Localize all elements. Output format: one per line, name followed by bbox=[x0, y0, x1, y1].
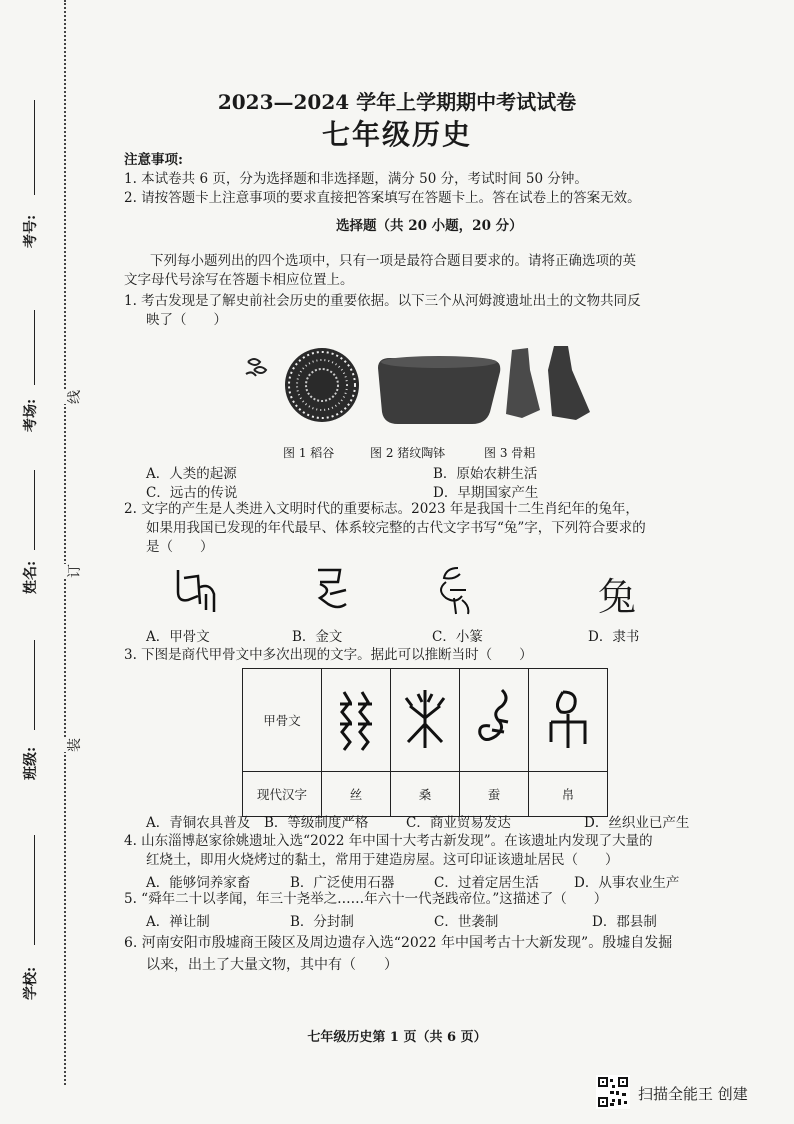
field-banji-label: 班级: bbox=[23, 746, 39, 780]
modern-char-bo: 帛 bbox=[529, 772, 608, 817]
bronze-rabbit-glyph bbox=[318, 570, 346, 607]
field-xingming-label: 姓名: bbox=[23, 560, 39, 594]
exam-subject: 七年级历史 bbox=[321, 118, 472, 151]
q3-option-d: D．丝织业已产生 bbox=[584, 815, 690, 831]
q1-option-b: B．原始农耕生活 bbox=[433, 466, 538, 482]
notice-item-1: 1. 本试卷共 6 页，分为选择题和非选择题，满分 50 分，考试时间 50 分钟。 bbox=[124, 171, 588, 187]
q4-stem-line2: 红烧土，即用火烧烤过的黏土，常用于建造房屋。这可印证该遗址居民（ ） bbox=[146, 852, 619, 868]
q2-stem-line2: 如果用我国已发现的年代最早、体系较完整的古代文字书写“兔”字，下列符合要求的 bbox=[146, 520, 646, 536]
section-title: 选择题（共 20 小题，20 分） bbox=[336, 218, 523, 234]
field-xuexiao-line bbox=[34, 835, 35, 945]
small-seal-rabbit-glyph bbox=[441, 568, 468, 614]
clerical-script-rabbit-glyph: 兔 bbox=[598, 575, 637, 619]
table-row bbox=[243, 669, 608, 772]
oracle-glyph-sang-image bbox=[400, 684, 450, 754]
q5-option-a: A．禅让制 bbox=[146, 914, 210, 930]
modern-char-can: 蚕 bbox=[460, 772, 529, 817]
binding-char-zhuang: 装 bbox=[64, 738, 84, 752]
q2-option-a: A．甲骨文 bbox=[146, 629, 210, 645]
q5-stem: 5. “舜年二十以孝闻，年三十尧举之……年六十一代尧践帝位。”这描述了（ ） bbox=[124, 891, 608, 907]
q2-option-c: C．小篆 bbox=[432, 629, 483, 645]
field-kaochang-label: 考场: bbox=[23, 398, 39, 432]
q6-stem-line2: 以来，出土了大量文物，其中有（ ） bbox=[146, 957, 398, 973]
table-row-header-modern: 现代汉字 bbox=[243, 772, 322, 817]
section-instruction-1: 下列每小题列出的四个选项中，只有一项是最符合题目要求的。请将正确选项的英 bbox=[150, 253, 636, 269]
q1-option-d: D．早期国家产生 bbox=[433, 485, 539, 501]
qr-code-icon bbox=[596, 1075, 630, 1109]
bone-spade-image bbox=[506, 346, 590, 420]
oracle-bone-rabbit-glyph bbox=[178, 570, 214, 612]
q3-option-b: B．等级制度严格 bbox=[264, 815, 369, 831]
q1-option-c: C．远古的传说 bbox=[146, 485, 238, 501]
field-kaohao-label: 考号: bbox=[23, 214, 39, 248]
field-kaochang-line bbox=[34, 310, 35, 385]
table-row-header-oracle: 甲骨文 bbox=[243, 669, 322, 772]
field-banji-line bbox=[34, 640, 35, 730]
binding-dotted-line bbox=[64, 0, 66, 1085]
q3-option-a: A．青铜农具普及 bbox=[146, 815, 251, 831]
q4-option-c: C．过着定居生活 bbox=[434, 875, 539, 891]
q1-caption-2: 图 2 猪纹陶钵 bbox=[370, 446, 446, 460]
pig-pattern-pottery-image bbox=[378, 356, 500, 424]
q6-stem-line1: 6. 河南安阳市殷墟商王陵区及周边遗存入选“2022 年中国考古十大新发现”。殷墟自发掘 bbox=[124, 935, 673, 951]
q3-stem: 3. 下图是商代甲骨文中多次出现的文字。据此可以推断当时（ ） bbox=[124, 647, 533, 663]
rice-grain-image bbox=[246, 348, 359, 422]
binding-char-ding: 订 bbox=[64, 564, 84, 578]
q5-option-c: C．世袭制 bbox=[434, 914, 499, 930]
q2-stem-line3: 是（ ） bbox=[146, 539, 214, 555]
oracle-glyph-bo-image bbox=[543, 684, 593, 754]
binding-char-xian: 线 bbox=[64, 390, 84, 404]
oracle-glyph-can-image bbox=[472, 684, 516, 754]
scanner-watermark: 扫描全能王 创建 bbox=[638, 1085, 748, 1103]
oracle-glyph-can bbox=[460, 669, 529, 772]
section-instruction-2: 文字母代号涂写在答题卡相应位置上。 bbox=[124, 272, 354, 288]
oracle-glyph-sang bbox=[391, 669, 460, 772]
q4-option-d: D．从事农业生产 bbox=[574, 875, 680, 891]
q3-option-c: C．商业贸易发达 bbox=[406, 815, 511, 831]
q2-rabbit-glyphs bbox=[170, 560, 470, 620]
modern-char-sang: 桑 bbox=[391, 772, 460, 817]
q1-option-a: A．人类的起源 bbox=[146, 466, 237, 482]
q1-stem-line2: 映了（ ） bbox=[146, 312, 227, 328]
q1-artifact-images bbox=[240, 340, 610, 435]
q5-option-d: D．郡县制 bbox=[592, 914, 657, 930]
field-xuexiao-label: 学校: bbox=[23, 966, 39, 1000]
oracle-glyph-si-image bbox=[336, 684, 376, 754]
q2-option-d: D．隶书 bbox=[588, 629, 640, 645]
q4-stem-line1: 4. 山东淄博赵家徐姚遗址入选“2022 年中国十大考古新发现”。在该遗址内发现了大量的 bbox=[124, 833, 653, 849]
table-row bbox=[243, 772, 608, 817]
modern-char-si: 丝 bbox=[322, 772, 391, 817]
oracle-glyph-bo bbox=[529, 669, 608, 772]
exam-title: 2023—2024 学年上学期期中考试试卷 bbox=[217, 90, 577, 114]
q1-stem-line1: 1. 考古发现是了解史前社会历史的重要依据。以下三个从河姆渡遗址出土的文物共同反 bbox=[124, 293, 641, 309]
q2-stem-line1: 2. 文字的产生是人类进入文明时代的重要标志。2023 年是我国十二生肖纪年的兔年， bbox=[124, 501, 639, 517]
oracle-glyph-si bbox=[322, 669, 391, 772]
field-xingming-line bbox=[34, 470, 35, 550]
q5-option-b: B．分封制 bbox=[290, 914, 354, 930]
q4-option-a: A．能够饲养家畜 bbox=[146, 875, 251, 891]
q1-caption-1: 图 1 稻谷 bbox=[283, 446, 335, 460]
page-footer: 七年级历史第 1 页（共 6 页） bbox=[307, 1030, 487, 1045]
q1-caption-3: 图 3 骨耜 bbox=[484, 446, 536, 460]
q4-option-b: B．广泛使用石器 bbox=[290, 875, 395, 891]
q3-oracle-table bbox=[242, 668, 608, 817]
q2-option-b: B．金文 bbox=[292, 629, 343, 645]
notice-item-2: 2. 请按答题卡上注意事项的要求直接把答案填写在答题卡上。答在试卷上的答案无效。 bbox=[124, 190, 641, 206]
notice-heading: 注意事项: bbox=[124, 152, 183, 168]
